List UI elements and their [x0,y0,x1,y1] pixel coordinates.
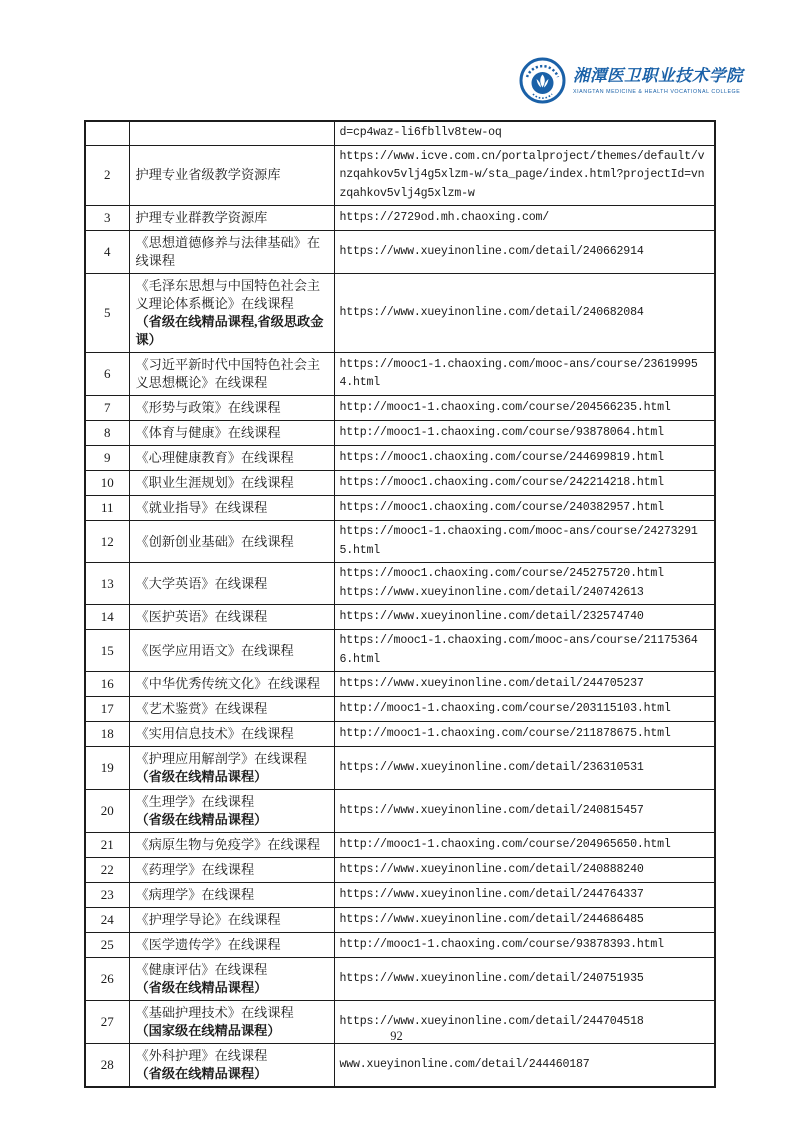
college-logo [519,57,743,104]
course-note: （省级在线精品课程） [135,980,268,995]
course-url-cell [334,496,715,521]
course-url-cell [334,1044,715,1088]
course-url: https://www.xueyinonline.com/detail/240682084 [339,305,644,319]
course-name-cell [129,722,334,747]
course-name-cell [129,421,334,446]
course-name-cell [129,121,334,145]
table-row [85,396,715,421]
table-row [85,747,715,790]
course-name-cell [129,630,334,672]
row-number: 21 [85,833,129,858]
course-name: 《医学应用语文》在线课程 [135,642,294,658]
course-name-cell [129,697,334,722]
table-row [85,563,715,605]
course-name: 《药理学》在线课程 [135,862,255,877]
course-url: https://mooc1-1.chaoxing.com/mooc-ans/course/211753646.html [339,634,698,666]
course-name: 《毛泽东思想与中国特色社会主义理论体系概论》在线课程 [135,278,321,311]
course-url-cell [334,274,715,353]
course-url: https://2729od.mh.chaoxing.com/ [339,210,549,224]
table-row [85,630,715,672]
table-row [85,353,715,396]
college-name-cn: 湘潭医卫职业技术学院 [573,66,743,86]
course-url-cell [334,790,715,833]
row-number: 11 [85,496,129,521]
course-note: （国家级在线精品课程） [135,1023,281,1038]
row-number: 6 [85,353,129,396]
course-name: 《心理健康教育》在线课程 [135,450,294,465]
course-url: https://www.xueyinonline.com/detail/240815457 [339,803,644,817]
course-name: 《职业生涯规划》在线课程 [135,475,294,490]
course-name: 《形势与政策》在线课程 [135,400,281,415]
course-url-cell [334,231,715,274]
course-name-cell [129,908,334,933]
page-number: 92 [390,1029,403,1043]
table-row [85,833,715,858]
table-row [85,908,715,933]
course-name-cell [129,274,334,353]
course-url-cell [334,958,715,1001]
row-number: 5 [85,274,129,353]
table-row [85,883,715,908]
course-name: 《实用信息技术》在线课程 [135,726,294,741]
course-url-cell [334,697,715,722]
course-name-cell [129,563,334,605]
course-url-cell [334,605,715,630]
table-row [85,231,715,274]
course-name: 《生理学》在线课程 [135,794,255,809]
course-url: https://www.icve.com.cn/portalproject/themes/default/vnzqahkov5vlj4g5xlzm-w/sta_page/index.html?projectId=vnzqahkov5vlj4g5xlzm-w [339,149,705,200]
course-name-cell [129,672,334,697]
course-url-cell [334,421,715,446]
college-name-en: XIANGTAN MEDICINE & HEALTH VOCATIONAL COLLEGE [573,88,741,95]
row-number: 25 [85,933,129,958]
course-url-cell [334,933,715,958]
row-number: 13 [85,563,129,605]
table-row [85,274,715,353]
course-name: 《医学遗传学》在线课程 [135,937,281,952]
table-row [85,471,715,496]
table-row [85,206,715,231]
course-name: 《思想道德修养与法律基础》在线课程 [135,235,321,268]
row-number: 16 [85,672,129,697]
row-number: 2 [85,145,129,206]
row-number: 17 [85,697,129,722]
course-name: 《护理学导论》在线课程 [135,912,281,927]
table-row [85,121,715,145]
college-emblem-icon [519,57,566,104]
row-number: 15 [85,630,129,672]
course-name: 《就业指导》在线课程 [135,500,268,515]
course-url: https://www.xueyinonline.com/detail/240751935 [339,971,644,985]
table-row [85,446,715,471]
course-url: https://www.xueyinonline.com/detail/240888240 [339,862,644,876]
course-url-cell [334,883,715,908]
course-name: 《艺术鉴赏》在线课程 [135,701,268,716]
course-name-cell [129,958,334,1001]
course-url-cell [334,833,715,858]
row-number: 18 [85,722,129,747]
course-name-cell [129,747,334,790]
table-row [85,1044,715,1088]
course-name: 《病原生物与免疫学》在线课程 [135,837,321,852]
course-url: http://mooc1-1.chaoxing.com/course/204566235.html [339,400,671,414]
table-row [85,496,715,521]
course-url: http://mooc1-1.chaoxing.com/course/211878675.html [339,726,671,740]
row-number: 7 [85,396,129,421]
course-url: https://www.xueyinonline.com/detail/236310531 [339,760,644,774]
table-row [85,933,715,958]
course-url: https://mooc1.chaoxing.com/course/240382957.html [339,500,664,514]
row-number: 14 [85,605,129,630]
course-url: d=cp4waz-li6fbllv8tew-oq [339,126,502,139]
course-url-cell [334,145,715,206]
row-number: 26 [85,958,129,1001]
table-row [85,858,715,883]
course-name-cell [129,883,334,908]
row-number: 3 [85,206,129,231]
course-url-cell [334,722,715,747]
course-url: https://www.xueyinonline.com/detail/244704518 [339,1014,644,1028]
course-name: 《大学英语》在线课程 [135,575,268,591]
course-url: http://mooc1-1.chaoxing.com/course/93878064.html [339,425,664,439]
course-url: https://mooc1.chaoxing.com/course/244699819.html [339,450,664,464]
course-note: （省级在线精品课程） [135,812,268,827]
course-note: （省级在线精品课程） [135,1066,268,1081]
course-note: （省级在线精品课程,省级思政金课） [135,314,324,347]
course-name-cell [129,858,334,883]
course-url: https://www.xueyinonline.com/detail/244686485 [339,912,644,926]
table-row [85,697,715,722]
course-name: 《中华优秀传统文化》在线课程 [135,676,321,691]
course-url: http://mooc1-1.chaoxing.com/course/204965650.html [339,837,671,851]
course-url: https://mooc1-1.chaoxing.com/mooc-ans/course/242732915.html [339,525,698,557]
course-name: 《基础护理技术》在线课程 [135,1005,294,1020]
course-name: 《习近平新时代中国特色社会主义思想概论》在线课程 [135,357,321,390]
row-number: 23 [85,883,129,908]
course-name-cell [129,446,334,471]
course-url-cell [334,121,715,145]
course-url: https://www.xueyinonline.com/detail/244764337 [339,887,644,901]
course-name-cell [129,521,334,563]
course-name: 《外科护理》在线课程 [135,1048,268,1063]
course-url-cell [334,908,715,933]
course-name-cell [129,933,334,958]
course-url-cell [334,563,715,605]
course-url: https://www.xueyinonline.com/detail/240742613 [339,585,644,599]
online-course-table [84,120,716,1088]
row-number: 4 [85,231,129,274]
course-url: https://www.xueyinonline.com/detail/232574740 [339,609,644,623]
course-name-cell [129,353,334,396]
row-number: 24 [85,908,129,933]
course-url: https://mooc1.chaoxing.com/course/242214218.html [339,475,664,489]
course-url-cell [334,672,715,697]
course-name: 《健康评估》在线课程 [135,962,268,977]
course-name-cell [129,605,334,630]
course-name-cell [129,1044,334,1088]
course-url: https://mooc1.chaoxing.com/course/245275720.html [339,567,664,580]
course-url-cell [334,353,715,396]
course-name-cell [129,833,334,858]
course-url-cell [334,471,715,496]
row-number: 19 [85,747,129,790]
row-number: 8 [85,421,129,446]
row-number: 22 [85,858,129,883]
course-name: 《护理应用解剖学》在线课程 [135,751,307,766]
table-row [85,722,715,747]
course-name-cell [129,145,334,206]
course-name-cell [129,496,334,521]
course-url: https://mooc1-1.chaoxing.com/mooc-ans/course/236199954.html [339,357,698,389]
table-row [85,672,715,697]
course-url: http://mooc1-1.chaoxing.com/course/203115103.html [339,701,671,715]
row-number: 10 [85,471,129,496]
course-name-cell [129,471,334,496]
course-name: 《病理学》在线课程 [135,887,255,902]
row-number: 27 [85,1001,129,1044]
course-url: https://www.xueyinonline.com/detail/244705237 [339,676,644,690]
table-row [85,605,715,630]
course-name-cell [129,206,334,231]
course-url-cell [334,630,715,672]
course-name-cell [129,396,334,421]
course-name-cell [129,790,334,833]
course-name: 护理专业群教学资源库 [135,210,268,225]
row-number [85,121,129,145]
course-name: 《创新创业基础》在线课程 [135,533,294,549]
course-url: https://www.xueyinonline.com/detail/240662914 [339,244,644,258]
table-row [85,790,715,833]
table-row [85,521,715,563]
table-row [85,958,715,1001]
course-url: www.xueyinonline.com/detail/244460187 [339,1057,590,1071]
row-number: 20 [85,790,129,833]
course-name-cell [129,231,334,274]
row-number: 12 [85,521,129,563]
table-row [85,421,715,446]
course-url-cell [334,206,715,231]
course-url: http://mooc1-1.chaoxing.com/course/93878393.html [339,937,664,951]
course-table-body [85,121,715,1087]
course-url-cell [334,858,715,883]
table-row [85,145,715,206]
row-number: 9 [85,446,129,471]
course-name: 护理专业省级教学资源库 [135,167,281,183]
course-url-cell [334,521,715,563]
course-name: 《体育与健康》在线课程 [135,425,281,440]
course-url-cell [334,396,715,421]
course-url-cell [334,446,715,471]
course-note: （省级在线精品课程） [135,769,268,784]
course-url-cell [334,747,715,790]
course-name: 《医护英语》在线课程 [135,609,268,624]
row-number: 28 [85,1044,129,1088]
